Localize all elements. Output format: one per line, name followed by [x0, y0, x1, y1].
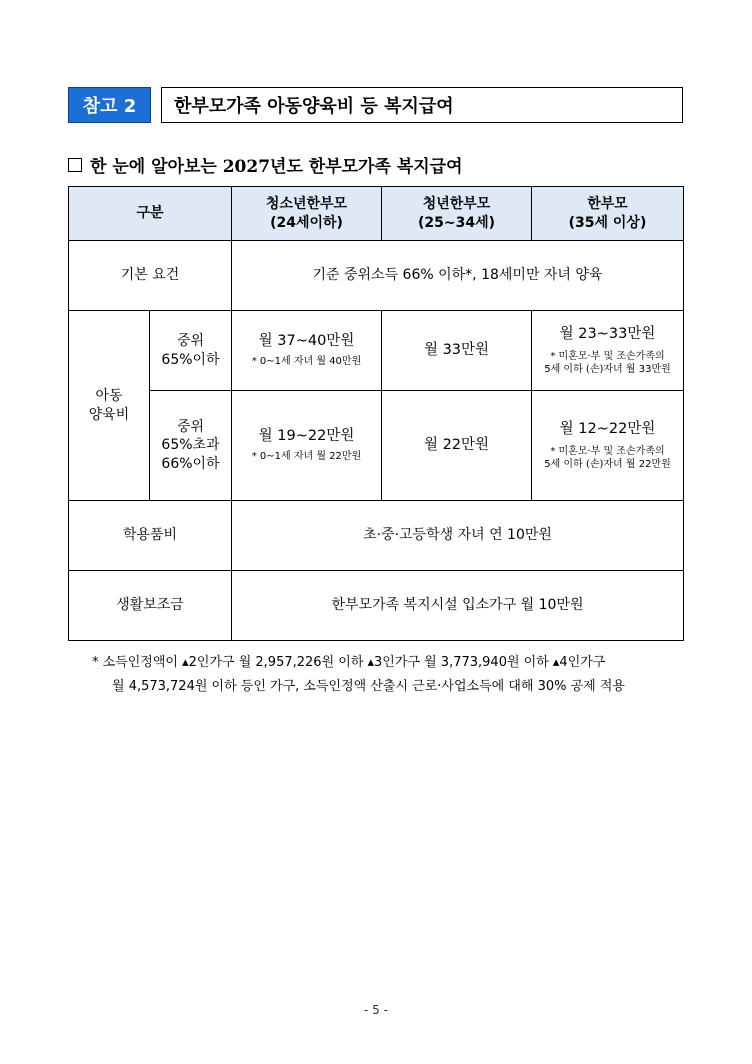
header-teen-text: 청소년한부모 (24세이하) — [265, 196, 348, 231]
living-label: 생활보조금 — [69, 571, 232, 641]
header-young-text: 청년한부모 (25~34세) — [417, 196, 496, 231]
living-value: 한부모가족 복지시설 입소가구 월 10만원 — [232, 571, 684, 641]
row1-sub — [150, 311, 232, 391]
row1-sub-text: 중위 65%이하 — [161, 333, 220, 368]
header-young-parent — [382, 187, 532, 241]
row1-young-value: 월 33만원 — [423, 342, 490, 359]
row2-teen-value: 월 19~22만원 — [258, 428, 355, 445]
section-header — [68, 87, 683, 123]
row1-teen-value: 월 37~40만원 — [258, 333, 355, 350]
checkbox-square-icon — [68, 158, 82, 172]
subtitle-text: 한 눈에 알아보는 2027년도 한부모가족 복지급여 — [90, 157, 463, 177]
header-teen-parent — [232, 187, 382, 241]
row1-single — [532, 311, 684, 391]
row2-sub — [150, 391, 232, 501]
basic-value: 기준 중위소득 66% 이하*, 18세미만 자녀 양육 — [232, 241, 684, 311]
row1-teen — [232, 311, 382, 391]
table-row — [69, 241, 684, 311]
school-value: 초·중·고등학생 자녀 연 10만원 — [232, 501, 684, 571]
row1-young — [382, 311, 532, 391]
footnote — [92, 651, 686, 699]
header-single-parent — [532, 187, 684, 241]
header-category: 구분 — [69, 187, 232, 241]
row2-single — [532, 391, 684, 501]
row1-single-value: 월 23~33만원 — [559, 326, 656, 343]
page-number: - 5 - — [364, 1003, 388, 1017]
header-single-text: 한부모 (35세 이상) — [568, 196, 647, 231]
row2-young — [382, 391, 532, 501]
table-row — [69, 391, 684, 501]
reference-badge: 참고 2 — [68, 87, 151, 123]
row2-single-note: * 미혼모·부 및 조손가족의 5세 이하 (손)자녀 월 22만원 — [544, 445, 671, 470]
basic-label: 기본 요건 — [69, 241, 232, 311]
footnote-line-1: * 소득인정액이 ▴2인가구 월 2,957,226원 이하 ▴3인가구 월 3,773,940원 이하 ▴4인가구 — [92, 655, 606, 670]
row1-single-note: * 미혼모·부 및 조손가족의 5세 이하 (손)자녀 월 33만원 — [544, 350, 671, 375]
table-row — [69, 311, 684, 391]
footnote-line-2: 월 4,573,724원 이하 등인 가구, 소득인정액 산출시 근로·사업소득에 대해 30% 공제 적용 — [112, 679, 625, 694]
row2-sub-text: 중위 65%초과 66%이하 — [161, 419, 220, 472]
child-support-label-text: 아동 양육비 — [88, 388, 130, 423]
table-header-row — [69, 187, 684, 241]
row2-young-value: 월 22만원 — [423, 437, 490, 454]
row1-teen-note: * 0~1세 자녀 월 40만원 — [251, 356, 362, 368]
welfare-benefit-table — [68, 186, 684, 641]
row2-teen-note: * 0~1세 자녀 월 22만원 — [251, 451, 362, 463]
table-row — [69, 571, 684, 641]
row2-teen — [232, 391, 382, 501]
row2-single-value: 월 12~22만원 — [559, 421, 656, 438]
school-label: 학용품비 — [69, 501, 232, 571]
subtitle — [68, 152, 463, 177]
section-title: 한부모가족 아동양육비 등 복지급여 — [161, 87, 683, 123]
table-row — [69, 501, 684, 571]
child-support-label — [69, 311, 150, 501]
